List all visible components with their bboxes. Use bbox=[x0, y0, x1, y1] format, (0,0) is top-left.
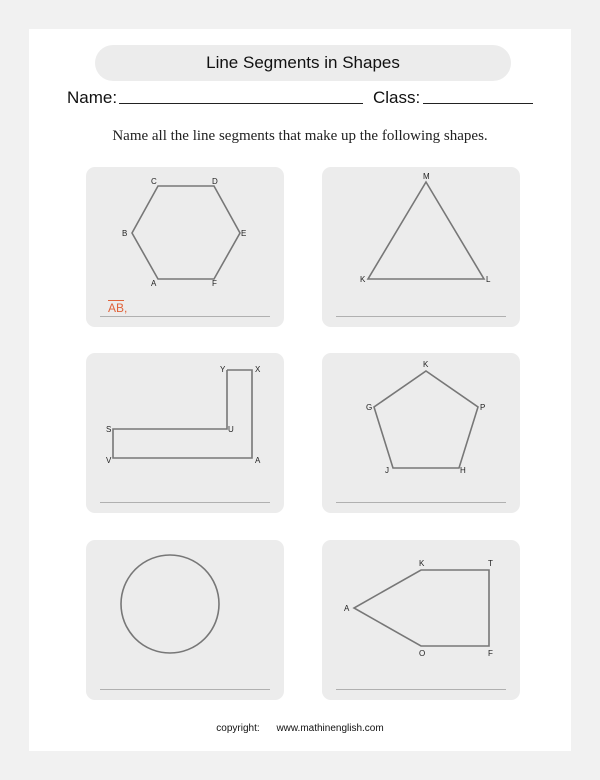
vertex-label: U bbox=[228, 425, 234, 434]
example-segment: $\overline{AB}$ bbox=[108, 301, 125, 315]
vertex-label: P bbox=[480, 403, 486, 412]
vertex-label: A bbox=[151, 279, 157, 288]
arrow-pentagon-shape bbox=[354, 570, 489, 646]
vertex-label: K bbox=[360, 275, 366, 284]
answer-line[interactable] bbox=[100, 502, 270, 503]
example-separator: , bbox=[124, 301, 128, 315]
vertex-label: X bbox=[255, 365, 261, 374]
triangle-figure bbox=[322, 167, 520, 327]
vertex-label: T bbox=[488, 559, 493, 568]
vertex-label: J bbox=[385, 466, 389, 475]
vertex-label: B bbox=[122, 229, 128, 238]
answer-line[interactable] bbox=[336, 689, 506, 690]
vertex-label: G bbox=[366, 403, 373, 412]
class-label: Class: bbox=[373, 88, 421, 107]
answer-line[interactable] bbox=[336, 502, 506, 503]
footer bbox=[0, 723, 600, 734]
vertex-label: K bbox=[419, 559, 425, 568]
answer-line[interactable] bbox=[100, 316, 270, 317]
vertex-label: Y bbox=[220, 365, 226, 374]
arrow-pentagon-figure bbox=[322, 540, 520, 700]
vertex-label: A bbox=[344, 604, 350, 613]
vertex-label: O bbox=[419, 649, 426, 658]
example-answer bbox=[108, 301, 127, 315]
copyright-label: copyright: bbox=[216, 723, 260, 734]
pentagon-figure bbox=[322, 353, 520, 513]
vertex-label: C bbox=[151, 177, 157, 186]
shape-card-hexagon bbox=[86, 167, 284, 327]
l-shape-figure bbox=[86, 353, 284, 513]
shape-card-circle bbox=[86, 540, 284, 700]
vertex-label: K bbox=[423, 360, 429, 369]
title-banner bbox=[95, 45, 511, 81]
answer-line[interactable] bbox=[336, 316, 506, 317]
name-field-line[interactable] bbox=[119, 103, 363, 104]
vertex-label: F bbox=[212, 279, 217, 288]
class-field-line[interactable] bbox=[423, 103, 533, 104]
pentagon-shape bbox=[374, 371, 478, 468]
answer-line[interactable] bbox=[100, 689, 270, 690]
triangle-shape bbox=[368, 182, 484, 279]
shape-card-triangle bbox=[322, 167, 520, 327]
vertex-label: F bbox=[488, 649, 493, 658]
vertex-label: D bbox=[212, 177, 218, 186]
hexagon-shape bbox=[132, 186, 240, 279]
vertex-label: H bbox=[460, 466, 466, 475]
page-title: Line Segments in Shapes bbox=[206, 53, 400, 72]
shape-card-pentagon bbox=[322, 353, 520, 513]
vertex-label: A bbox=[255, 456, 261, 465]
site-link[interactable]: www.mathinenglish.com bbox=[276, 723, 384, 734]
circle-figure bbox=[86, 540, 284, 700]
vertex-label: S bbox=[106, 425, 112, 434]
name-label: Name: bbox=[67, 88, 118, 107]
vertex-label: L bbox=[486, 275, 491, 284]
shape-card-arrow-pentagon bbox=[322, 540, 520, 700]
vertex-label: V bbox=[106, 456, 112, 465]
instruction-text: Name all the line segments that make up the following shapes. bbox=[112, 128, 488, 144]
vertex-label: M bbox=[423, 172, 430, 181]
circle-shape bbox=[121, 555, 219, 653]
l-shape-shape bbox=[113, 370, 252, 458]
shape-card-l-shape bbox=[86, 353, 284, 513]
vertex-label: E bbox=[241, 229, 247, 238]
